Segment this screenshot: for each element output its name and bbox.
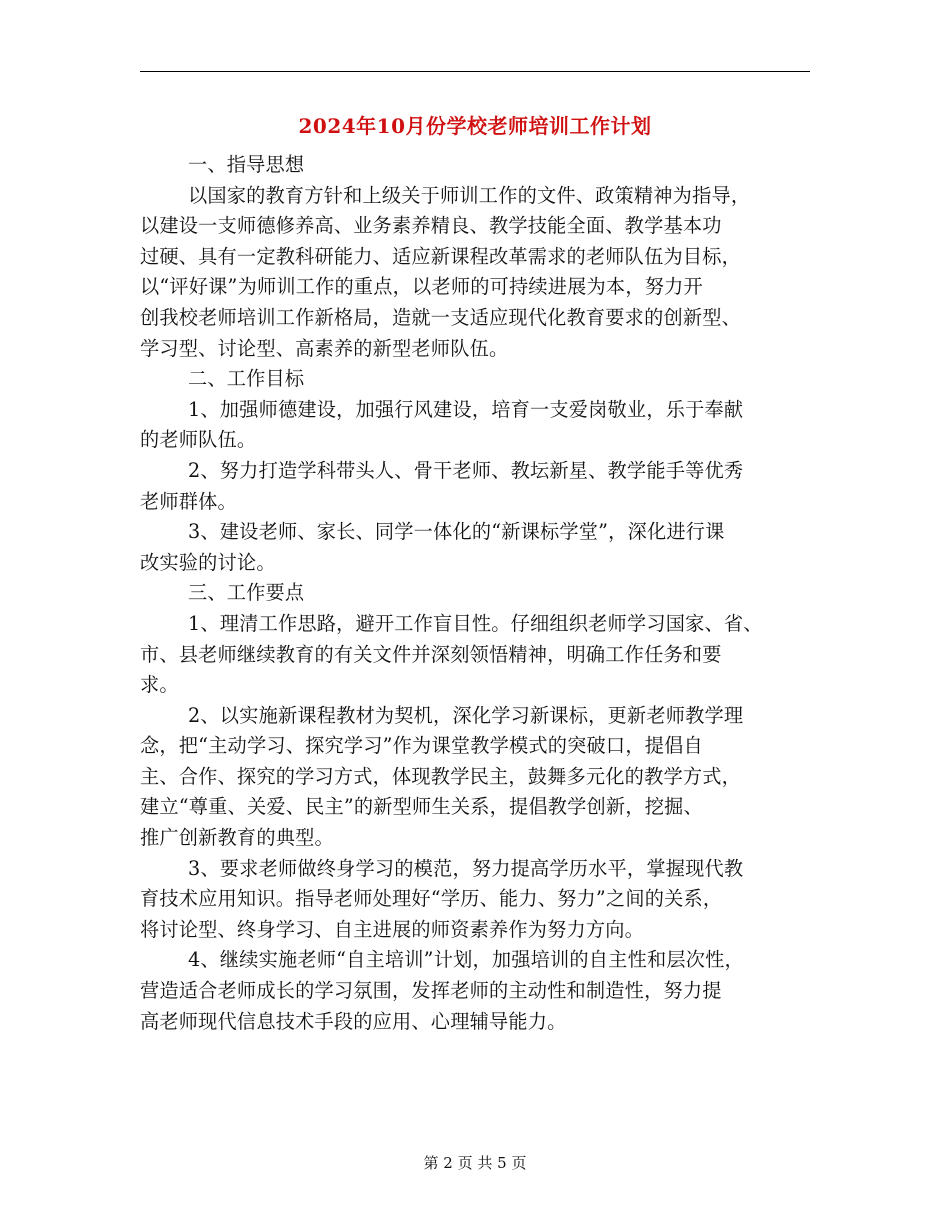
- header-rule: [140, 71, 810, 72]
- text-line: 主、合作、探究的学习方式，体现教学民主，鼓舞多元化的教学方式，: [140, 764, 742, 788]
- text-line: 2、努力打造学科带头人、骨干老师、教坛新星、教学能手等优秀: [188, 458, 744, 482]
- text-line: 1、加强师德建设，加强行风建设，培育一支爱岗敬业，乐于奉献: [188, 397, 744, 421]
- text-line: 营造适合老师成长的学习氛围，发挥老师的主动性和制造性，努力提: [140, 979, 722, 1003]
- text-line: 3、建设老师、家长、同学一体化的“新课标学堂”，深化进行课: [188, 520, 725, 544]
- text-line: 以建设一支师德修养高、业务素养精良、教学技能全面、教学基本功: [140, 214, 722, 238]
- text-line: 老师群体。: [140, 489, 237, 513]
- text-line: 市、县老师继续教育的有关文件并深刻领悟精神，明确工作任务和要: [140, 642, 722, 666]
- text-line: 学习型、讨论型、高素养的新型老师队伍。: [140, 336, 509, 360]
- text-line: 念，把“主动学习、探究学习”作为课堂教学模式的突破口，提倡自: [140, 734, 703, 758]
- text-line: 2、以实施新课程教材为契机，深化学习新课标，更新老师教学理: [188, 703, 744, 727]
- text-line: 的老师队伍。: [140, 428, 257, 452]
- text-line: 推广创新教育的典型。: [140, 826, 334, 850]
- text-line: 4、继续实施老师“自主培训”计划，加强培训的自主性和层次性，: [188, 948, 744, 972]
- text-line: 过硬、具有一定教科研能力、适应新课程改革需求的老师队伍为目标，: [140, 244, 742, 268]
- text-line: 将讨论型、终身学习、自主进展的师资素养作为努力方向。: [140, 917, 645, 941]
- text-line: 三、工作要点: [188, 581, 305, 605]
- text-line: 以“评好课”为师训工作的重点，以老师的可持续进展为本，努力开: [140, 275, 703, 299]
- text-line: 一、指导思想: [188, 153, 305, 176]
- document-title: 2024年10月份学校老师培训工作计划: [298, 114, 652, 138]
- document-body: [140, 150, 816, 1037]
- text-line: 3、要求老师做终身学习的模范，努力提高学历水平，掌握现代教: [188, 856, 744, 880]
- page-footer: 第 2 页 共 5 页: [423, 1154, 527, 1172]
- text-line: 改实验的讨论。: [140, 550, 276, 574]
- text-line: 1、理清工作思路，避开工作盲目性。仔细组织老师学习国家、省、: [188, 611, 763, 635]
- text-line: 求。: [140, 673, 179, 697]
- text-line: 以国家的教育方针和上级关于师训工作的文件、政策精神为指导，: [188, 183, 751, 207]
- text-line: 建立“尊重、关爱、民主”的新型师生关系，提倡教学创新，挖掘、: [140, 795, 703, 819]
- text-line: 高老师现代信息技术手段的应用、心理辅导能力。: [140, 1009, 567, 1033]
- text-line: 育技术应用知识。指导老师处理好“学历、能力、努力”之间的关系，: [140, 887, 723, 911]
- text-line: 二、工作目标: [188, 367, 305, 391]
- text-line: 创我校老师培训工作新格局，造就一支适应现代化教育要求的创新型、: [140, 305, 742, 329]
